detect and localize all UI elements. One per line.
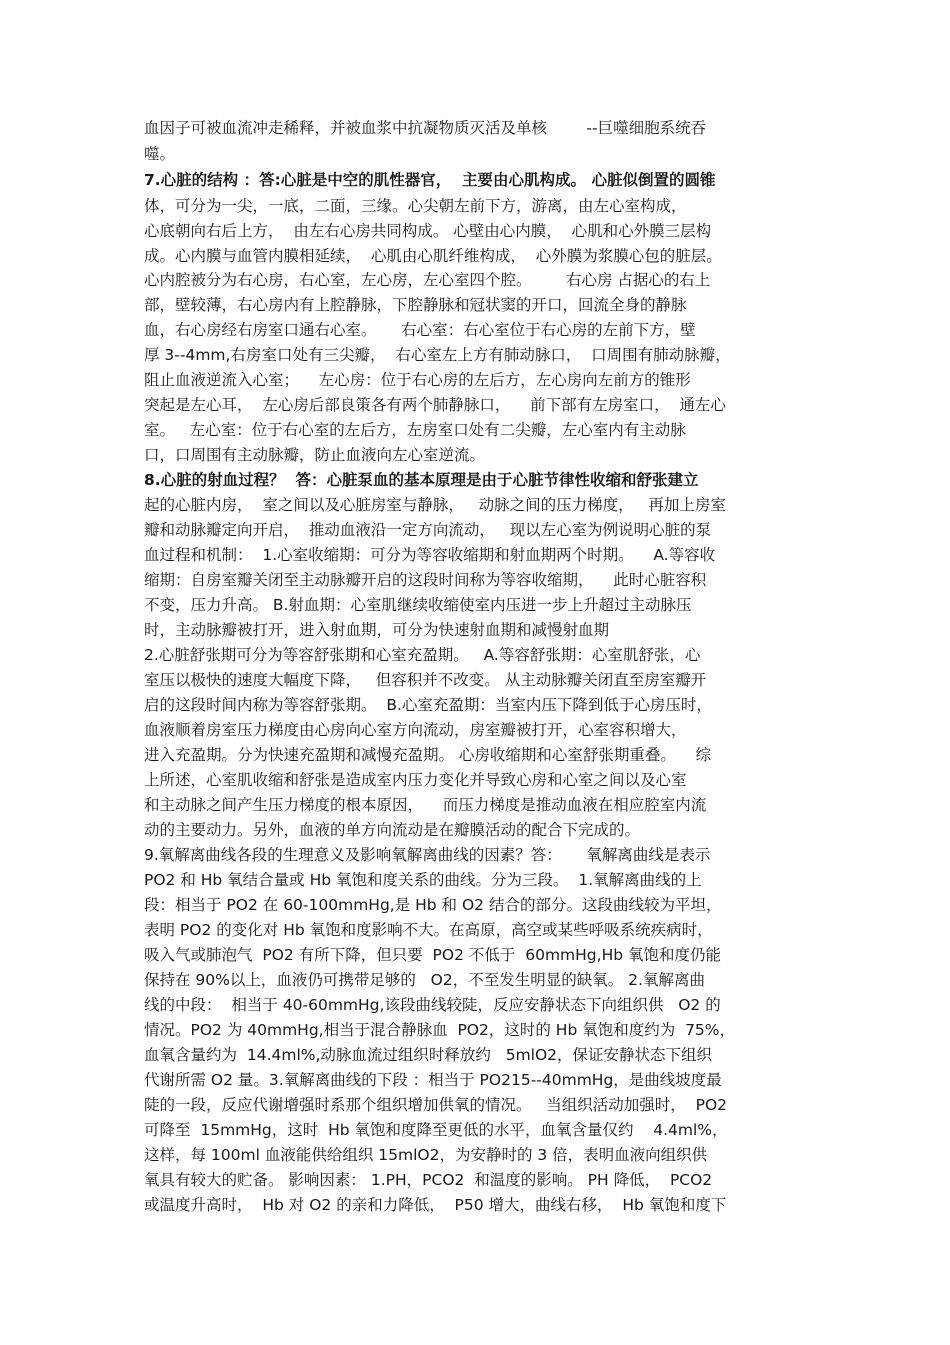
text-line: 时，主动脉瓣被打开，进入射血期，可分为快速射血期和减慢射血期 [144, 621, 610, 639]
text-line: 表明 PO2 的变化对 Hb 氧饱和度影响不大。在高原，高空或某些呼吸系统疾病时， [144, 921, 713, 939]
text-line: 血，右心房经右房室口通右心室。 右心室：右心室位于右心房的左前下方，壁 [144, 321, 696, 339]
text-line: 血液顺着房室压力梯度由心房向心室方向流动，房室瓣被打开，心室容积增大， [144, 721, 687, 739]
text-line: 心底朝向右后上方， 由左右心房共同构成。 心壁由心内膜， 心肌和心外膜三层构 [144, 222, 712, 240]
text-line: 噬。 [144, 145, 176, 163]
text-line: 口，口周围有主动脉瓣，防止血液向左心室逆流。 [144, 446, 486, 464]
text-line: 9.氧解离曲线各段的生理意义及影响氧解离曲线的因素？答： 氧解离曲线是表示 [144, 846, 711, 864]
text-line: 情况。PO2 为 40mmHg,相当于混合静脉血 PO2，这时的 Hb 氧饱和度约为 75%， [144, 1021, 736, 1039]
text-line: 体，可分为一尖，一底，二面，三缘。心尖朝左前下方，游离，由左心室构成， [144, 197, 687, 215]
text-line: 心内腔被分为右心房，右心室，左心房，左心室四个腔。 右心房 占据心的右上 [144, 271, 711, 289]
text-line: 8.心脏的射血过程？ 答：心脏泵血的基本原理是由于心脏节律性收缩和舒张建立 [144, 471, 699, 489]
text-line: 陡的一段，反应代谢增强时系那个组织增加供氧的情况。 当组织活动加强时， PO2 [144, 1096, 728, 1114]
text-line: 动的主要动力。另外，血液的单方向流动是在瓣膜活动的配合下完成的。 [144, 821, 641, 839]
text-line: 可降至 15mmHg，这时 Hb 氧饱和度降至更低的水平，血氧含量仅约 4.4ml%， [144, 1121, 728, 1139]
text-line: 氧具有较大的贮备。 影响因素： 1.PH，PCO2 和温度的影响。 PH 降低， PCO2 [144, 1171, 713, 1189]
text-line: 起的心脏内房， 室之间以及心脏房室与静脉， 动脉之间的压力梯度， 再加上房室 [144, 496, 726, 514]
text-line: 上所述，心室肌收缩和舒张是造成室内压力变化并导致心房和心室之间以及心室 [144, 771, 687, 789]
text-line: 血氧含量约为 14.4ml%,动脉血流过组织时释放约 5mlO2，保证安静状态下组织 [144, 1046, 713, 1064]
text-line: 这样，每 100ml 血液能供给组织 15mlO2，为安静时的 3 倍，表明血液向组织供 [144, 1146, 708, 1164]
text-line: 部，壁较薄，右心房内有上腔静脉，下腔静脉和冠状窦的开口，回流全身的静脉 [144, 296, 687, 314]
text-line: PO2 和 Hb 氧结合量或 Hb 氧饱和度关系的曲线。分为三段。 1.氧解离曲线的上 [144, 871, 702, 889]
text-line: 7.心脏的结构 ：答:心脏是中空的肌性器官， 主要由心肌构成。 心脏似倒置的圆锥 [144, 171, 716, 189]
text-line: 线的中段： 相当于 40-60mmHg,该段曲线较陡，反应安静状态下向组织供 O2 的 [144, 996, 721, 1014]
text-line: 室压以极快的速度大幅度下降， 但容积并不改变。 从主动脉瓣关闭直至房室瓣开 [144, 671, 707, 689]
text-line: 突起是左心耳， 左心房后部良策各有两个肺静脉口， 前下部有左房室口， 通左心 [144, 396, 726, 414]
text-line: 血因子可被血流冲走稀释，并被血浆中抗凝物质灭活及单核 --巨噬细胞系统吞 [144, 119, 707, 137]
text-line: 厚 3--4mm,右房室口处有三尖瓣， 右心室左上方有肺动脉口， 口周围有肺动脉瓣， [144, 346, 731, 364]
text-line: 启的这段时间内称为等容舒张期。 B.心室充盈期：当室内压下降到低于心房压时， [144, 696, 712, 714]
text-line: 阻止血液逆流入心室； 左心房：位于右心房的左后方，左心房向左前方的锥形 [144, 371, 691, 389]
text-line: 段：相当于 PO2 在 60-100mmHg,是 Hb 和 O2 结合的部分。这段曲线较为平坦， [144, 896, 722, 914]
text-line: 或温度升高时， Hb 对 O2 的亲和力降低， P50 增大，曲线右移， Hb 氧饱和度下 [144, 1196, 727, 1214]
text-line: 和主动脉之间产生压力梯度的根本原因， 而压力梯度是推动血液在相应腔室内流 [144, 796, 707, 814]
text-line: 吸入气或肺泡气 PO2 有所下降，但只要 PO2 不低于 60mmHg,Hb 氧饱和度仍能 [144, 946, 721, 964]
text-line: 保持在 90%以上，血液仍可携带足够的 O2，不至发生明显的缺氧。 2.氧解离曲 [144, 971, 705, 989]
text-line: 室。 左心室：位于右心室的左后方，左房室口处有二尖瓣，左心室内有主动脉 [144, 421, 686, 439]
text-line: 瓣和动脉瓣定向开启， 推动血液沿一定方向流动， 现以左心室为例说明心脏的泵 [144, 521, 712, 539]
text-line: 血过程和机制： 1.心室收缩期：可分为等容收缩期和射血期两个时期。 A.等容收 [144, 546, 716, 564]
text-line: 代谢所需 O2 量。3.氧解离曲线的下段 ：相当于 PO215--40mmHg，是曲线坡度最 [144, 1071, 722, 1089]
text-line: 不变，压力升高。 B.射血期：心室肌继续收缩使室内压进一步上升超过主动脉压 [144, 596, 692, 614]
text-line: 缩期：自房室瓣关闭至主动脉瓣开启的这段时间称为等容收缩期， 此时心脏容积 [144, 571, 707, 589]
text-line: 2.心脏舒张期可分为等容舒张期和心室充盈期。 A.等容舒张期：心室肌舒张，心 [144, 646, 701, 664]
text-line: 进入充盈期。分为快速充盈期和减慢充盈期。 心房收缩期和心室舒张期重叠。 综 [144, 746, 712, 764]
text-line: 成。心内膜与血管内膜相延续， 心肌由心肌纤维构成， 心外膜为浆膜心包的脏层。 [144, 247, 722, 265]
